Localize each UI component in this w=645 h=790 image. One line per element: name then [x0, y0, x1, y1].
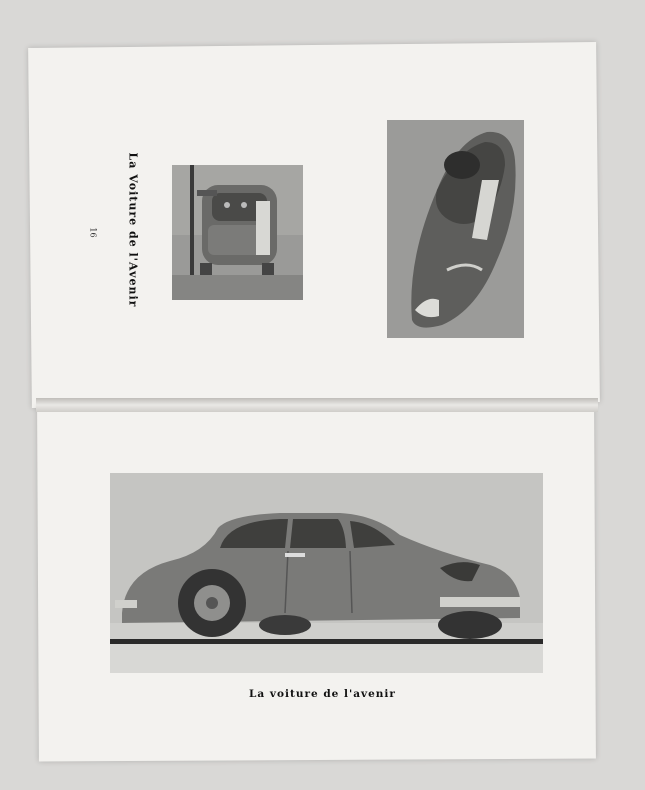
vertical-title-box	[124, 145, 142, 315]
car-front-view-photo	[172, 165, 303, 300]
car-side-view-photo	[110, 473, 543, 673]
vertical-title: La Voiture de l'Avenir	[126, 152, 140, 308]
page-number: 16	[88, 227, 98, 238]
book-gutter	[36, 398, 598, 412]
car-overhead-view-photo	[387, 120, 524, 338]
photo-caption: La voiture de l'avenir	[249, 688, 396, 700]
